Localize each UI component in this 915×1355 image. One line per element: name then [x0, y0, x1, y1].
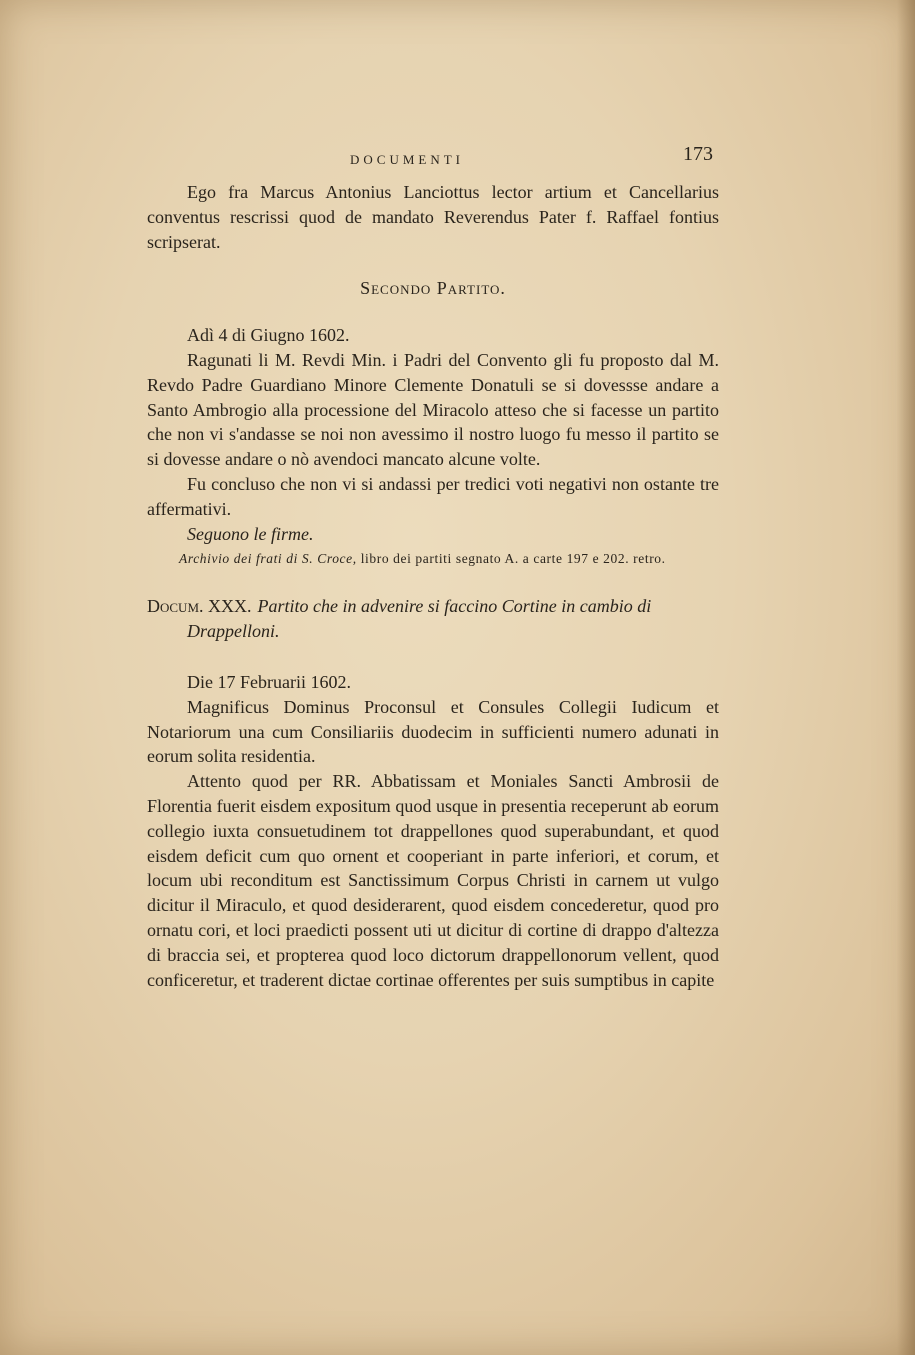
paragraph-concluso: Fu concluso che non vi si andassi per tredici voti negativi non ostante tre affermativi.	[147, 473, 719, 519]
paragraph-lanciottus: Ego fra Marcus Antonius Lanciottus lector artium et Cancellarius conventus rescrissi quod de mandato Reverendus Pater f. Raffael fontius scripserat.	[147, 182, 719, 252]
source-archive: Archivio dei frati di S. Croce,	[179, 551, 357, 567]
document-heading	[147, 594, 719, 644]
page-number: 173	[683, 143, 713, 165]
paragraph-ragunati: Ragunati li M. Revdi Min. i Padri del Convento gli fu proposto dal M. Revdo Padre Guardiano Minore Clemente Donatuli se si dovessse andare a Santo Ambrogio alla processione del Miracolo atteso che si facesse un partito che non vi s'andasse se noi non avessimo il nostro luogo fu messo il partito se si dovesse andare o nò avendoci mancato alcune volte.	[147, 349, 719, 470]
document-label: Docum. XXX.	[147, 596, 252, 617]
source-detail: libro dei partiti segnato A. a carte 197 e 202. retro.	[360, 551, 666, 567]
page-text	[147, 144, 719, 992]
date-line-giugno: Adì 4 di Giugno 1602.	[187, 325, 350, 346]
paragraph-attento: Attento quod per RR. Abbatissam et Moniales Sancti Ambrosii de Florentia fuerit eisdem expositum quod usque in presentia receperunt ab eorum collegio iuxta consuetudinem tot drappellones quod superabundant, et quod eisdem deficit cum quo ornent et cooperiant in parte inferiori, et corum, et locum ubi reconditum est Sanctissimum Corpus Christi in carnem ut vulgo dicitur il Miraculo, et quod desiderarent, quod eisdem concederetur, quod pro ornatu cori, et loci praedicti possent uti ut dicitur di cortine di drappo d'altezza di braccia sei, et propterea quod loco dictorum drappellonorum vellent, quod conficeretur, et traderent dictae cortinae offerentes per suis sumptibus in capite	[147, 771, 719, 990]
running-head: DOCUMENTI	[350, 152, 464, 167]
section-heading-secondo-partito: Secondo Partito.	[360, 278, 506, 299]
document-title: Partito che in advenire si faccino Cortine in cambio di Drappelloni.	[187, 596, 652, 642]
source-citation	[147, 548, 719, 570]
date-line-februarii: Die 17 Februarii 1602.	[187, 671, 351, 692]
page-header	[147, 144, 719, 170]
signatures-note: Seguono le firme.	[187, 523, 314, 544]
paragraph-magnificus: Magnificus Dominus Proconsul et Consules Collegii Iudicum et Notariorum una cum Consiliariis duodecim in sufficienti numero adunati in eorum solita residentia.	[147, 696, 719, 767]
